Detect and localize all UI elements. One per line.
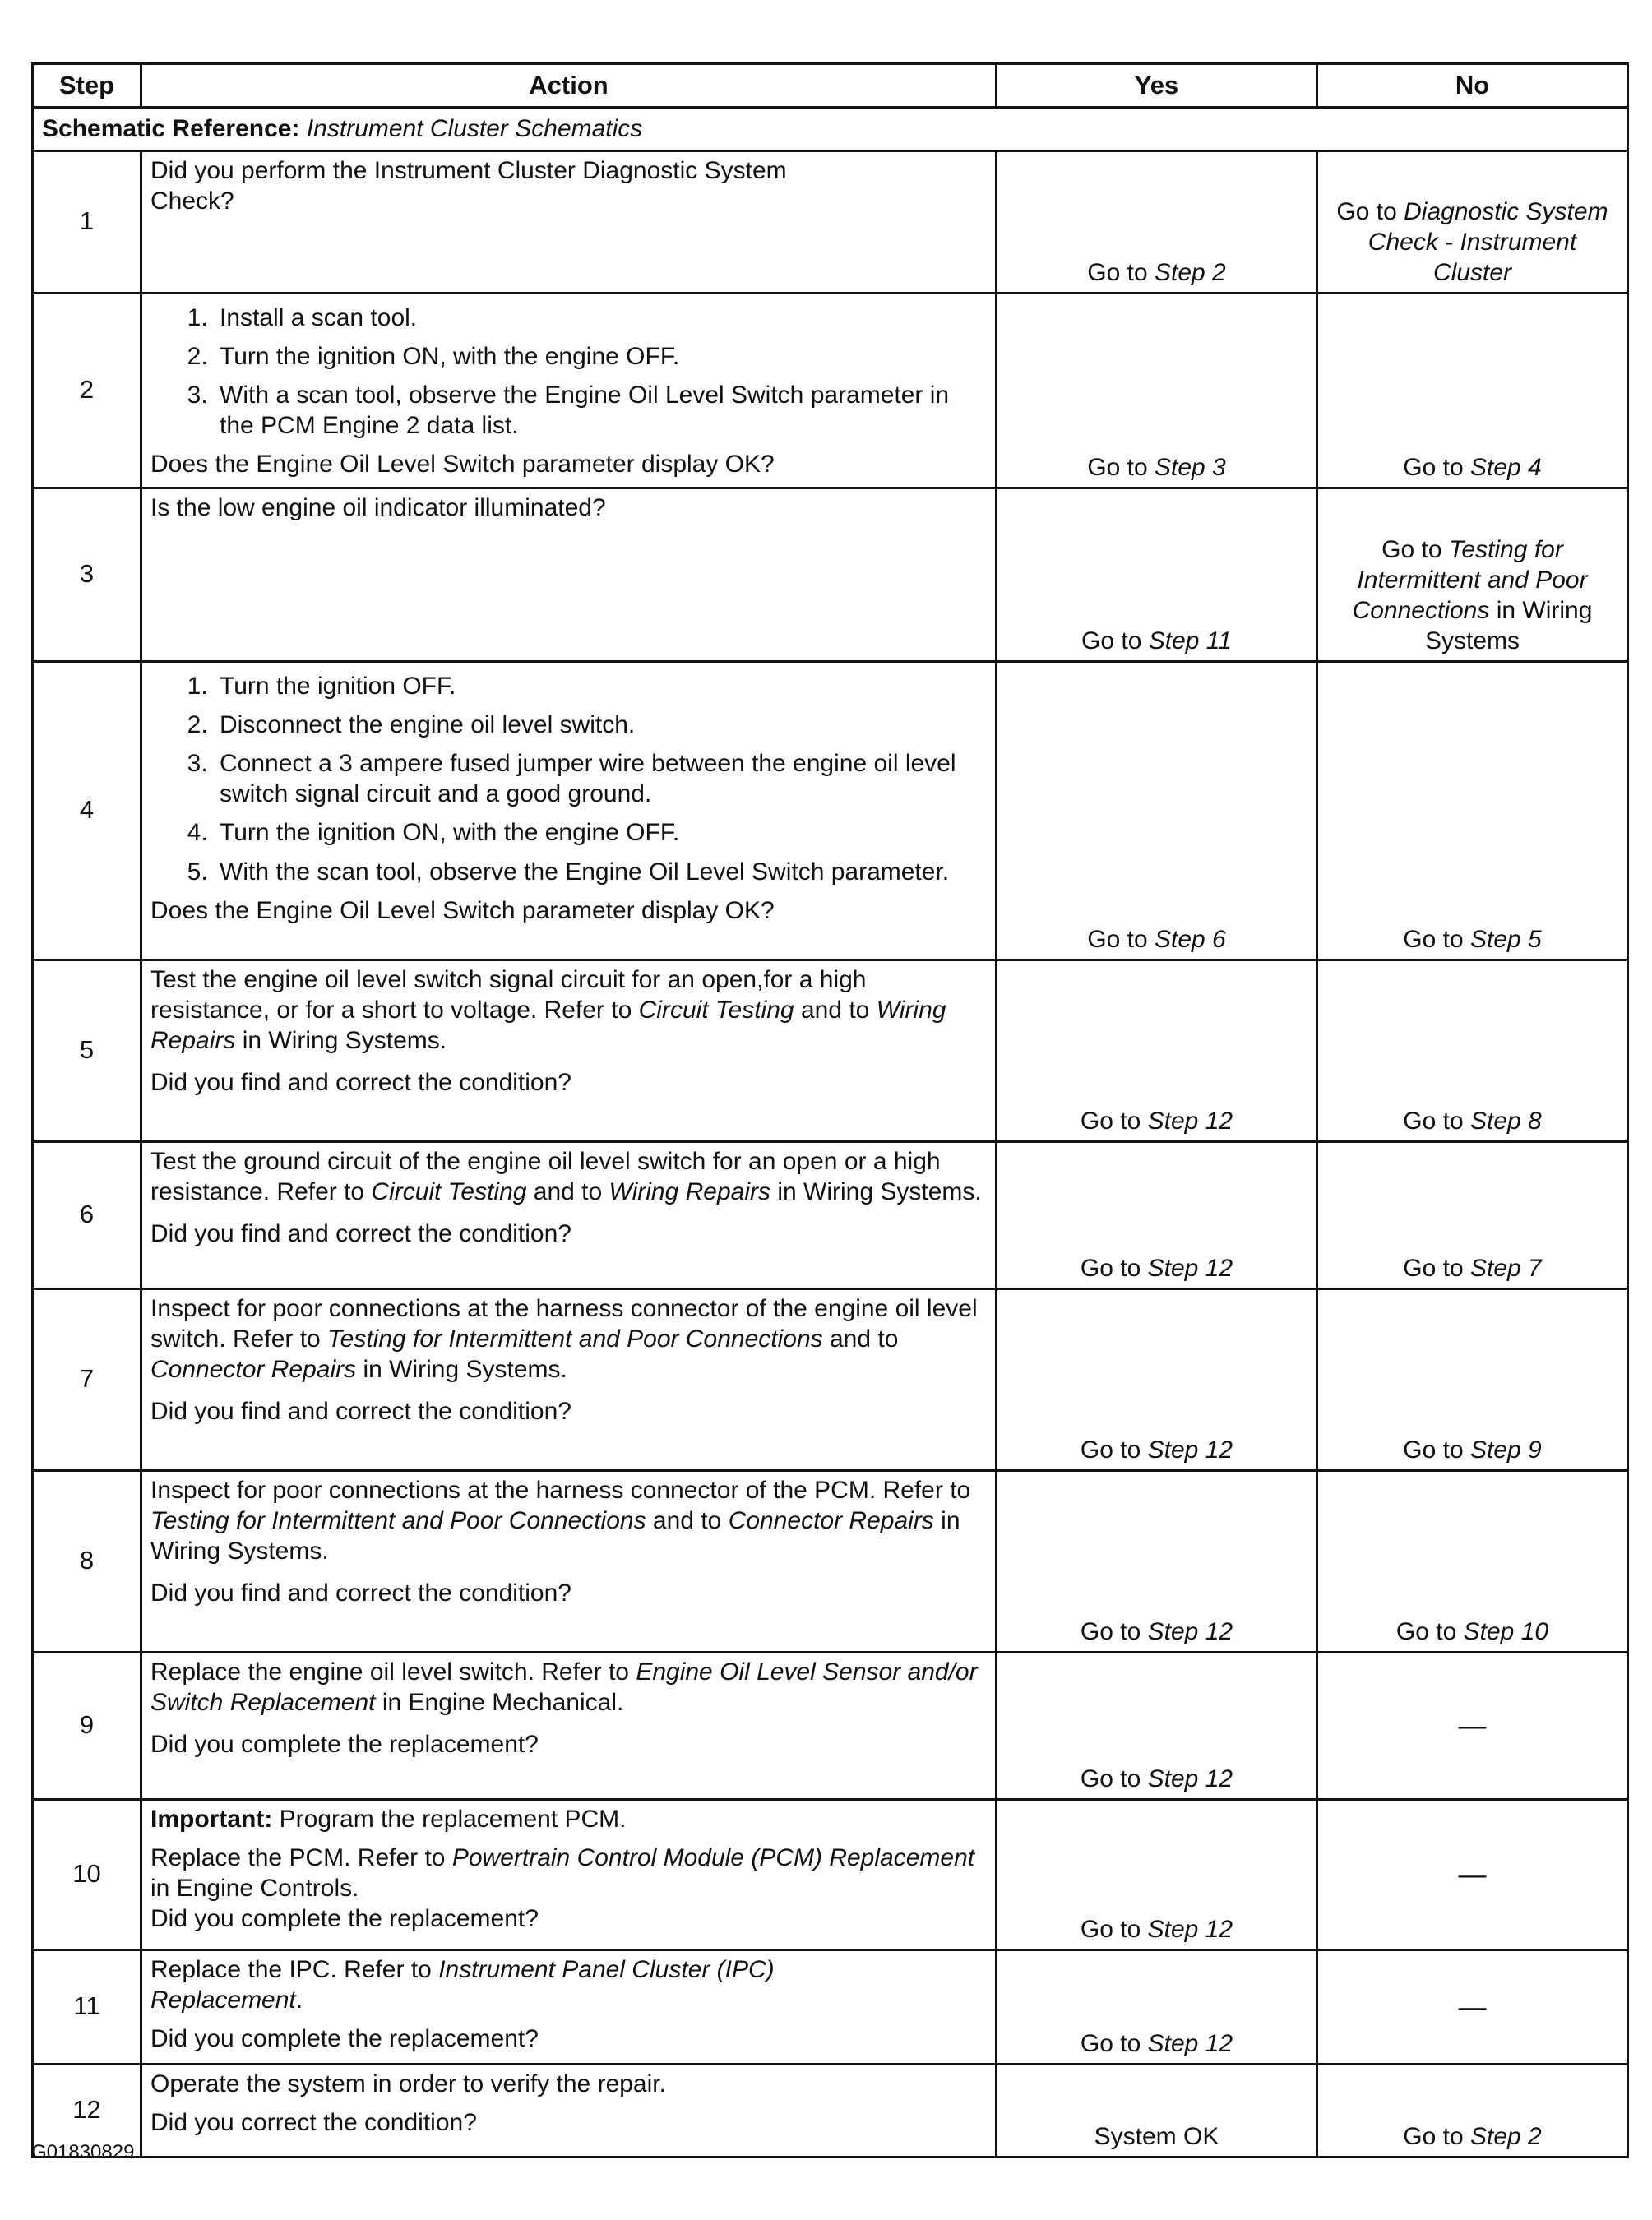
question-text: Did you complete the replacement?	[150, 2025, 539, 2052]
yes-prefix: Go to	[1080, 1108, 1141, 1135]
no-prefix: Go to	[1403, 2123, 1464, 2151]
question-text: Did you find and correct the condition?	[150, 1069, 571, 1097]
no-dash: —	[1458, 1991, 1487, 2023]
yes-prefix: Go to	[1081, 627, 1142, 655]
reference-link[interactable]: Wiring Repairs	[150, 996, 946, 1054]
yes-cell	[997, 150, 1317, 293]
table-row-step-4	[33, 661, 1628, 960]
header-row	[33, 64, 1628, 108]
yes-prefix: Go to	[1087, 259, 1148, 287]
table-row-step-3	[33, 488, 1628, 661]
reference-link[interactable]: Testing for Intermittent and Poor Connections	[327, 1325, 823, 1353]
step-number: 12	[33, 2064, 141, 2157]
yes-link[interactable]: Step 12	[1147, 1618, 1233, 1646]
no-cell	[1317, 1470, 1628, 1652]
header-yes: Yes	[997, 64, 1317, 108]
schematic-reference-link[interactable]: Instrument Cluster Schematics	[306, 115, 643, 143]
yes-link[interactable]: Step 3	[1154, 454, 1226, 482]
reference-link[interactable]: Testing for Intermittent and Poor Connections	[150, 1506, 646, 1534]
no-cell	[1317, 1288, 1628, 1470]
no-link[interactable]: Step 5	[1469, 926, 1542, 954]
question-text: Does the Engine Oil Level Switch parameter display OK?	[150, 451, 775, 479]
action-text-part: Replace the IPC. Refer to	[150, 1955, 432, 1983]
step-number: 1	[33, 150, 141, 293]
question-text: Did you find and correct the condition?	[150, 1398, 571, 1426]
table-row-step-2	[33, 293, 1628, 488]
header-step: Step	[33, 64, 141, 108]
no-cell	[1317, 2064, 1628, 2157]
yes-cell	[997, 1470, 1317, 1652]
no-link[interactable]: Step 8	[1469, 1108, 1542, 1135]
yes-link[interactable]: Step 2	[1154, 259, 1226, 287]
list-item: 3. With a scan tool, observe the Engine Oil Level Switch parameter in the PCM Engine 2 data list.	[215, 380, 987, 441]
action-text	[150, 1146, 987, 1207]
no-link[interactable]: Testing for Intermittent and Poor Connections	[1352, 535, 1588, 625]
action-cell	[141, 293, 997, 488]
question-text: Did you perform the Instrument Cluster Diagnostic System Check?	[150, 156, 787, 215]
step-number: 10	[33, 1799, 141, 1949]
important-text: Program the replacement PCM.	[279, 1805, 627, 1833]
header-action: Action	[141, 64, 997, 108]
yes-plain: System OK	[1094, 2123, 1219, 2151]
yes-cell	[997, 1652, 1317, 1799]
yes-link[interactable]: Step 6	[1154, 926, 1226, 954]
yes-cell	[997, 293, 1317, 488]
step-number: 3	[33, 488, 141, 661]
no-cell	[1317, 960, 1628, 1141]
no-cell	[1317, 1799, 1628, 1949]
reference-link[interactable]: Powertrain Control Module (PCM) Replacement	[451, 1843, 975, 1871]
action-text-part: in Engine Controls.	[150, 1875, 359, 1902]
action-cell	[141, 1288, 997, 1470]
important-label: Important:	[150, 1805, 273, 1833]
action-cell	[141, 2064, 997, 2157]
list-item: 3. Connect a 3 ampere fused jumper wire between the engine oil level switch signal circuit and a good ground.	[215, 748, 987, 809]
no-link[interactable]: Step 10	[1463, 1618, 1549, 1646]
yes-link[interactable]: Step 12	[1147, 1255, 1233, 1283]
no-prefix: Go to	[1403, 454, 1464, 482]
no-link[interactable]: Diagnostic System Check - Instrument Cluster	[1367, 198, 1608, 287]
schematic-reference-row	[33, 108, 1628, 150]
action-text	[150, 964, 987, 1057]
no-prefix: Go to	[1403, 1255, 1464, 1283]
no-prefix: Go to	[1403, 926, 1464, 954]
step-number: 5	[33, 960, 141, 1141]
action-list	[150, 671, 987, 887]
no-cell	[1317, 1652, 1628, 1799]
no-cell	[1317, 661, 1628, 960]
yes-cell	[997, 2064, 1317, 2157]
no-cell	[1317, 1949, 1628, 2064]
action-cell	[141, 150, 997, 293]
step-number: 6	[33, 1141, 141, 1288]
no-prefix: Go to	[1403, 1436, 1464, 1464]
no-prefix: Go to	[1381, 535, 1442, 563]
header-no: No	[1317, 64, 1628, 108]
question-text: Does the Engine Oil Level Switch parameter display OK?	[150, 896, 775, 924]
yes-link[interactable]: Step 12	[1147, 1916, 1233, 1944]
list-item: 2. Disconnect the engine oil level switch.	[215, 710, 987, 740]
no-cell	[1317, 293, 1628, 488]
action-text-part: in Wiring Systems.	[242, 1027, 447, 1054]
action-text	[150, 1657, 987, 1718]
action-text-part: Test the engine oil level switch signal circuit for an open,for a high resistance, or for a short to voltage. Refer to	[150, 965, 867, 1024]
yes-prefix: Go to	[1087, 454, 1148, 482]
yes-prefix: Go to	[1087, 926, 1148, 954]
reference-link[interactable]: Circuit Testing	[638, 996, 794, 1024]
table-row-step-6	[33, 1141, 1628, 1288]
list-item: 4. Turn the ignition ON, with the engine OFF.	[215, 817, 987, 848]
no-link[interactable]: Step 9	[1469, 1436, 1542, 1464]
yes-prefix: Go to	[1080, 1765, 1141, 1793]
list-item: 5. With the scan tool, observe the Engine Oil Level Switch parameter.	[215, 857, 987, 887]
no-cell	[1317, 1141, 1628, 1288]
action-text-part: Test the ground circuit of the engine oil level switch for an open or a high resistance. Refer to	[150, 1147, 941, 1205]
question-text: Did you complete the replacement?	[150, 1905, 539, 1933]
yes-link[interactable]: Step 12	[1147, 1436, 1233, 1464]
step-number: 8	[33, 1470, 141, 1652]
yes-cell	[997, 488, 1317, 661]
schematic-reference-label: Schematic Reference:	[42, 115, 300, 143]
action-text-part: Inspect for poor connections at the harness connector of the PCM. Refer to	[150, 1476, 971, 1504]
action-text-part: Inspect for poor connections at the harness connector of the engine oil level switch. Refer to	[150, 1294, 978, 1353]
table-row-step-12	[33, 2064, 1628, 2157]
question-text: Is the low engine oil indicator illuminated?	[150, 493, 606, 521]
table-row-step-8	[33, 1470, 1628, 1652]
question-text: Did you correct the condition?	[150, 2108, 477, 2136]
action-cell	[141, 661, 997, 960]
action-text: Operate the system in order to verify the repair.	[150, 2070, 666, 2097]
no-cell	[1317, 488, 1628, 661]
no-dash: —	[1458, 1709, 1487, 1741]
table-row-step-10	[33, 1799, 1628, 1949]
action-cell	[141, 1652, 997, 1799]
schematic-reference	[33, 108, 1628, 150]
table-row-step-11	[33, 1949, 1628, 2064]
action-cell	[141, 960, 997, 1141]
yes-link[interactable]: Step 12	[1147, 1108, 1233, 1135]
yes-prefix: Go to	[1080, 1618, 1141, 1646]
action-cell	[141, 1949, 997, 2064]
yes-prefix: Go to	[1080, 1255, 1141, 1283]
yes-cell	[997, 960, 1317, 1141]
list-item: 1. Turn the ignition OFF.	[215, 671, 987, 701]
yes-link[interactable]: Step 12	[1147, 2030, 1233, 2058]
action-text-part: in Engine Mechanical.	[382, 1688, 624, 1716]
no-link[interactable]: Step 4	[1469, 454, 1542, 482]
action-cell	[141, 1799, 997, 1949]
yes-cell	[997, 1799, 1317, 1949]
action-text-part: in Wiring Systems.	[777, 1177, 982, 1205]
table-row-step-7	[33, 1288, 1628, 1470]
no-prefix: Go to	[1403, 1108, 1464, 1135]
no-link[interactable]: Step 7	[1469, 1255, 1542, 1283]
step-number: 11	[33, 1949, 141, 2064]
no-suffix: in Wiring Systems	[1424, 597, 1593, 655]
reference-link[interactable]: Connector Repairs	[728, 1506, 934, 1534]
action-text-part: Replace the engine oil level switch. Refer to	[150, 1658, 629, 1686]
question-text: Did you complete the replacement?	[150, 1731, 539, 1758]
action-list	[150, 303, 987, 442]
no-dash: —	[1458, 1858, 1487, 1890]
action-text	[150, 1475, 987, 1567]
diagnostic-table	[31, 62, 1629, 2158]
reference-link[interactable]: Engine Oil Level Sensor and/or Switch Replacement	[150, 1658, 978, 1716]
table-row-step-5	[33, 960, 1628, 1141]
yes-cell	[997, 661, 1317, 960]
action-cell	[141, 1470, 997, 1652]
list-item: 1. Install a scan tool.	[215, 303, 987, 333]
reference-link[interactable]: Wiring Repairs	[609, 1177, 770, 1205]
step-number: 9	[33, 1652, 141, 1799]
yes-link[interactable]: Step 12	[1147, 1765, 1233, 1793]
reference-link[interactable]: Circuit Testing	[371, 1177, 527, 1205]
action-text-part: and to	[533, 1177, 603, 1205]
no-cell	[1317, 150, 1628, 293]
yes-cell	[997, 1141, 1317, 1288]
yes-prefix: Go to	[1080, 1436, 1141, 1464]
action-text	[150, 1954, 874, 2015]
action-text-part: and to	[800, 996, 870, 1024]
question-text: Did you find and correct the condition?	[150, 1579, 571, 1607]
no-link[interactable]: Step 2	[1469, 2123, 1542, 2151]
yes-link[interactable]: Step 11	[1148, 627, 1232, 655]
no-prefix: Go to	[1395, 1618, 1457, 1646]
yes-cell	[997, 1288, 1317, 1470]
action-text-part: Replace the PCM. Refer to	[150, 1843, 446, 1871]
action-text-part: in Wiring Systems.	[363, 1356, 567, 1383]
action-text	[150, 1843, 987, 1903]
step-number: 4	[33, 661, 141, 960]
action-cell	[141, 1141, 997, 1288]
action-text-part: .	[295, 1986, 303, 2014]
action-text-part: and to	[652, 1506, 722, 1534]
step-number: 2	[33, 293, 141, 488]
yes-prefix: Go to	[1080, 2030, 1141, 2058]
action-cell	[141, 488, 997, 661]
question-text: Did you find and correct the condition?	[150, 1220, 571, 1247]
table-row-step-9	[33, 1652, 1628, 1799]
list-item: 2. Turn the ignition ON, with the engine OFF.	[215, 341, 987, 372]
no-prefix: Go to	[1336, 198, 1397, 226]
table-row-step-1	[33, 150, 1628, 293]
action-text-part: and to	[830, 1325, 899, 1353]
action-text	[150, 1293, 987, 1385]
reference-link[interactable]: Connector Repairs	[150, 1356, 357, 1383]
diagnostic-table-sheet	[31, 62, 1627, 2158]
action-text-part: in Wiring Systems.	[150, 1506, 960, 1565]
figure-id: G01830829	[31, 2141, 135, 2163]
important-note	[150, 1804, 987, 1834]
yes-cell	[997, 1949, 1317, 2064]
reference-link[interactable]: Instrument Panel Cluster (IPC) Replacement	[150, 1955, 775, 2014]
yes-prefix: Go to	[1080, 1916, 1141, 1944]
step-number: 7	[33, 1288, 141, 1470]
